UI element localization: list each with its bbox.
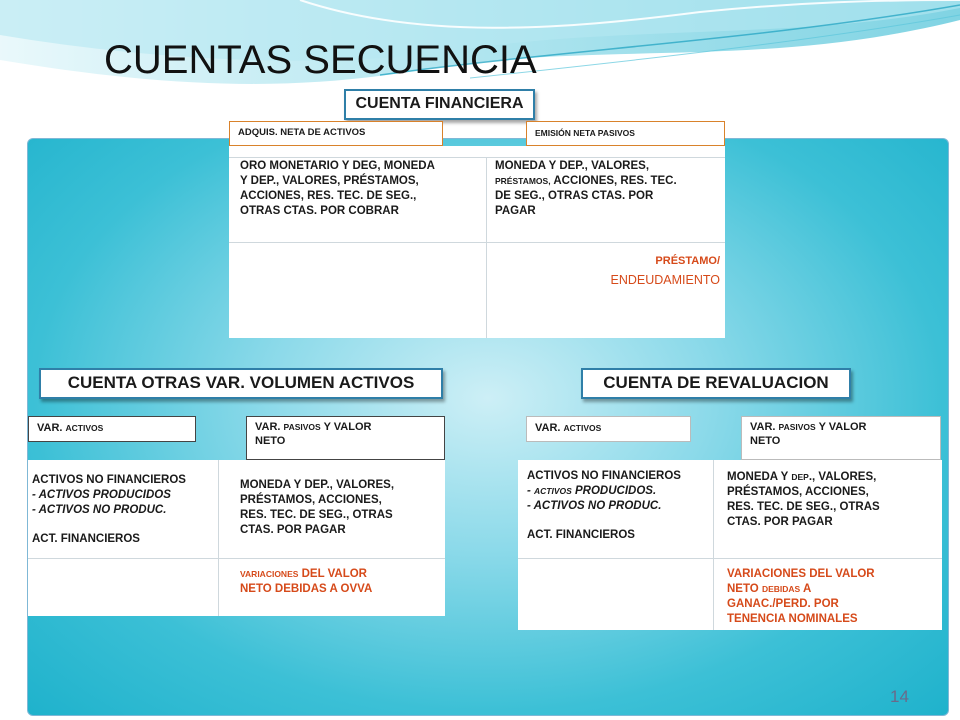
cuenta-revaluacion-title: CUENTA DE REVALUACION — [581, 368, 851, 399]
revaluacion-balance: VARIACIONES DEL VALOR NETO DEBIDAS A GANAC./PERD. POR TENENCIA NOMINALES — [727, 568, 875, 625]
cuenta-otras-var-title: CUENTA OTRAS VAR. VOLUMEN ACTIVOS — [39, 368, 443, 399]
otras-var-left-body: ACTIVOS NO FINANCIEROS - ACTIVOS PRODUCIDOS - ACTIVOS NO PRODUC. ACT. FINANCIEROS — [32, 474, 186, 545]
otras-var-left-header: VAR. ACTIVOS — [28, 416, 196, 442]
revaluacion-right-header: VAR. PASIVOS Y VALOR NETO — [741, 416, 941, 460]
page-number: 14 — [890, 687, 909, 706]
revaluacion-right-body: MONEDA Y DEP., VALORES, PRÉSTAMOS, ACCIONES, RES. TEC. DE SEG., OTRAS CTAS. POR PAGAR — [727, 471, 880, 528]
financiera-right-body: MONEDA Y DEP., VALORES, PRÉSTAMOS, ACCIONES, RES. TEC. DE SEG., OTRAS CTAS. POR PAGAR — [495, 160, 677, 217]
revaluacion-left-header: VAR. ACTIVOS — [526, 416, 691, 442]
revaluacion-left-body: ACTIVOS NO FINANCIEROS - ACTIVOS PRODUCIDOS. - ACTIVOS NO PRODUC. ACT. FINANCIEROS — [527, 470, 681, 541]
financiera-balance: PRÉSTAMO/ ENDEUDAMIENTO — [610, 255, 720, 287]
financiera-divider — [486, 157, 487, 338]
financiera-right-header: EMISIÓN NETA PASIVOS — [526, 121, 725, 146]
financiera-left-header: ADQUIS. NETA DE ACTIVOS — [229, 121, 443, 146]
otras-var-right-body: MONEDA Y DEP., VALORES, PRÉSTAMOS, ACCIONES, RES. TEC. DE SEG., OTRAS CTAS. POR PAGAR — [240, 479, 395, 536]
otras-var-divider — [218, 460, 219, 616]
otras-var-mid-rule — [28, 558, 445, 559]
revaluacion-mid-rule — [518, 558, 942, 559]
financiera-top-rule — [229, 157, 725, 158]
otras-var-right-header: VAR. PASIVOS Y VALOR NETO — [246, 416, 445, 460]
cuenta-financiera-title: CUENTA FINANCIERA — [344, 89, 535, 120]
financiera-left-body: ORO MONETARIO Y DEG, MONEDA Y DEP., VALORES, PRÉSTAMOS, ACCIONES, RES. TEC. DE SEG., OTRAS CTAS. POR COBRAR — [240, 160, 435, 217]
financiera-mid-rule — [229, 242, 725, 243]
otras-var-balance: VARIACIONES DEL VALOR NETO DEBIDAS A OVVA — [240, 568, 373, 595]
revaluacion-divider — [713, 460, 714, 630]
slide-title: CUENTAS SECUENCIA — [104, 38, 537, 82]
